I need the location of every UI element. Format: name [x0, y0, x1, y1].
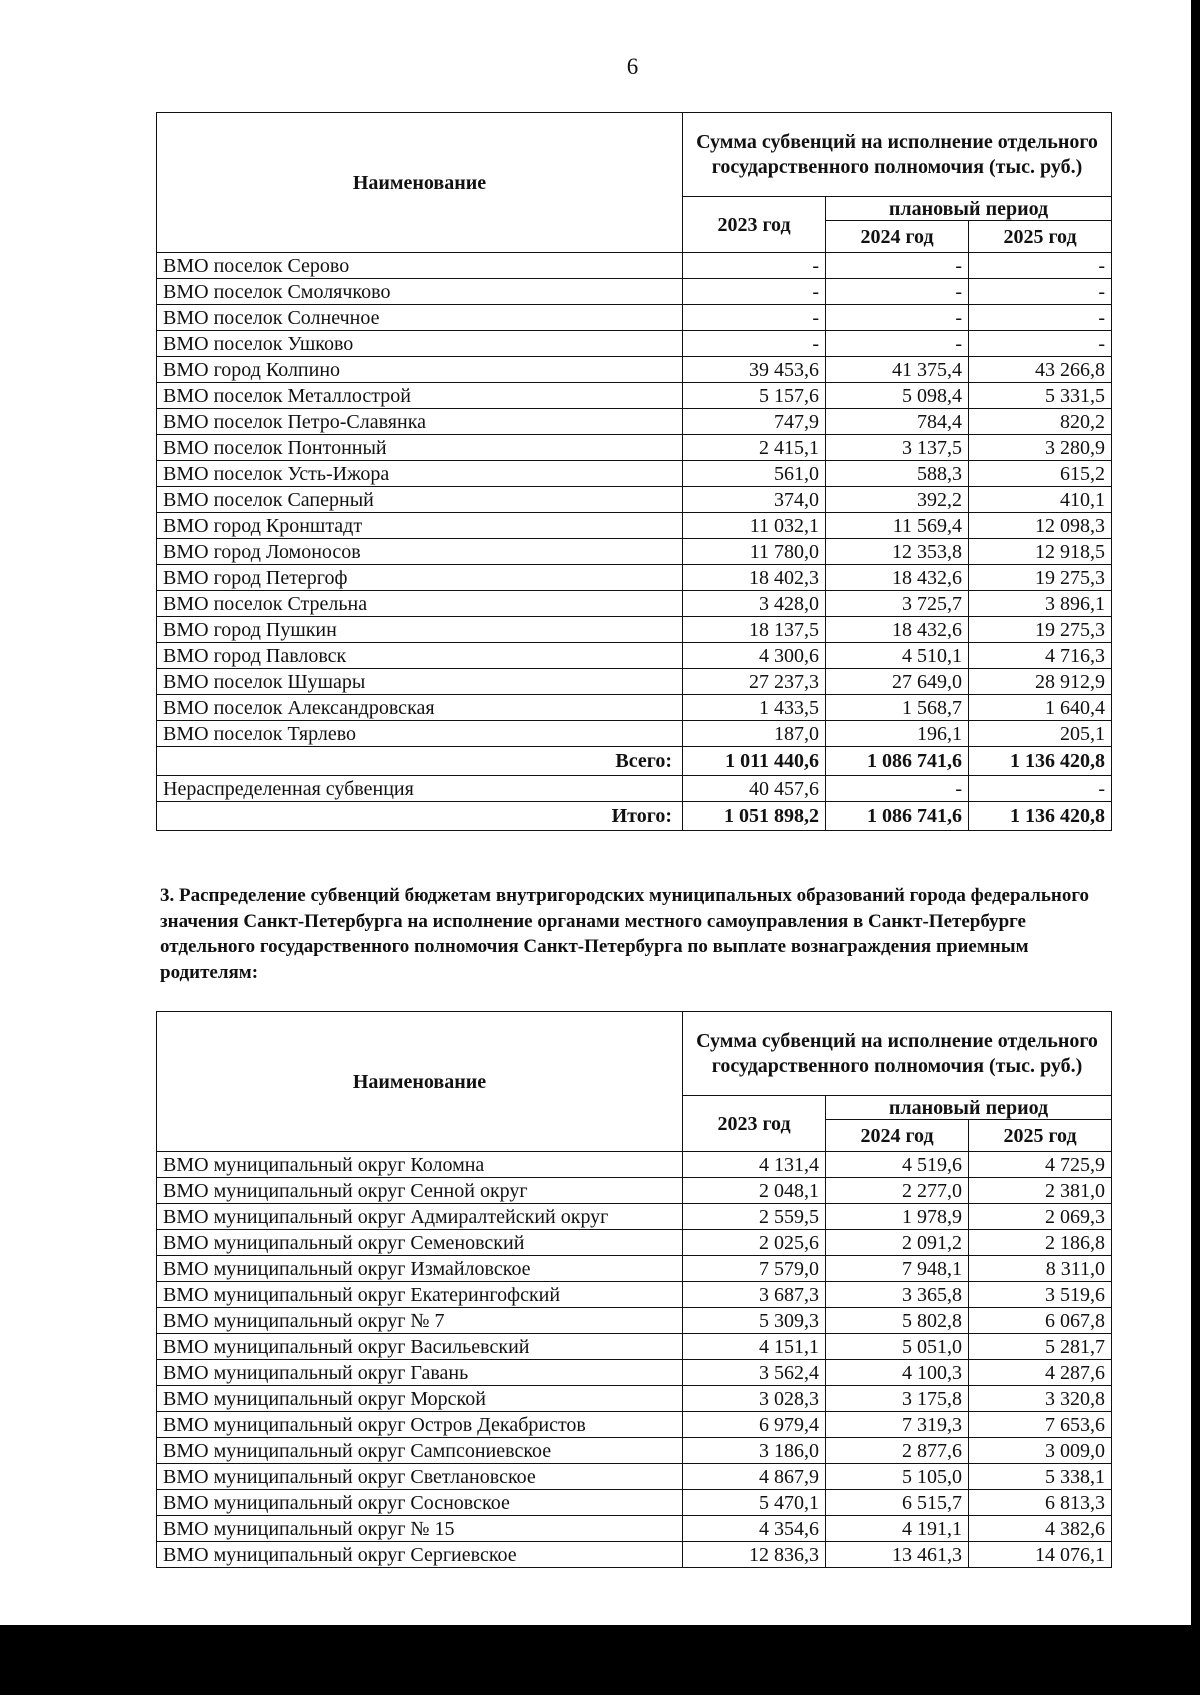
- row-value-2023: 27 237,3: [683, 669, 826, 695]
- row-value-2025: 4 382,6: [969, 1516, 1112, 1542]
- header-year-2025: 2025 год: [969, 1120, 1112, 1152]
- header-planned-period: плановый период: [826, 1096, 1112, 1120]
- table-row: [157, 617, 1112, 643]
- row-value-2024: 784,4: [826, 409, 969, 435]
- row-value-2025: 5 281,7: [969, 1334, 1112, 1360]
- row-name: ВМО поселок Понтонный: [157, 435, 683, 461]
- table-row: [157, 305, 1112, 331]
- table-row: [157, 1152, 1112, 1178]
- header-planned-period: плановый период: [826, 197, 1112, 221]
- total-label: Всего:: [157, 747, 683, 776]
- table-row: [157, 1230, 1112, 1256]
- row-value-2023: 2 559,5: [683, 1204, 826, 1230]
- table-row: [157, 1334, 1112, 1360]
- row-value-2025: 4 716,3: [969, 643, 1112, 669]
- table-row: [157, 539, 1112, 565]
- subsidy-table-2: [156, 1011, 1112, 1568]
- row-value-2025: -: [969, 305, 1112, 331]
- row-value-2024: 4 191,1: [826, 1516, 969, 1542]
- header-year-2023: 2023 год: [683, 1096, 826, 1152]
- row-value-2023: -: [683, 279, 826, 305]
- grand-total-row: [157, 802, 1112, 831]
- row-name: ВМО поселок Смолячково: [157, 279, 683, 305]
- row-value-2024: 588,3: [826, 461, 969, 487]
- row-value-2024: 12 353,8: [826, 539, 969, 565]
- row-name: ВМО поселок Серово: [157, 253, 683, 279]
- table-row: [157, 1204, 1112, 1230]
- row-value-2025: 6 813,3: [969, 1490, 1112, 1516]
- row-value-2024: 11 569,4: [826, 513, 969, 539]
- table-row: [157, 331, 1112, 357]
- table-row: [157, 1308, 1112, 1334]
- row-value-2025: 2 381,0: [969, 1178, 1112, 1204]
- table-row: [157, 1282, 1112, 1308]
- subsidy-table-1: [156, 112, 1112, 831]
- row-name: ВМО поселок Саперный: [157, 487, 683, 513]
- row-name: ВМО муниципальный округ Коломна: [157, 1152, 683, 1178]
- row-name: ВМО муниципальный округ Сенной округ: [157, 1178, 683, 1204]
- row-value-2024: 3 725,7: [826, 591, 969, 617]
- row-name: ВМО город Пушкин: [157, 617, 683, 643]
- row-value-2024: 2 877,6: [826, 1438, 969, 1464]
- row-value-2023: 5 157,6: [683, 383, 826, 409]
- row-name: ВМО муниципальный округ № 15: [157, 1516, 683, 1542]
- section-3-heading: 3. Распределение субвенций бюджетам внутригородских муниципальных образований города федерального значения Санкт-Петербурга на исполнение органами местного самоуправления в Санкт-Петербурге отдельного государственного полномочия Санкт-Петербурга по выплате вознаграждения приемным родителям:: [160, 885, 1090, 983]
- row-value-2023: 18 402,3: [683, 565, 826, 591]
- row-value-2025: 5 338,1: [969, 1464, 1112, 1490]
- row-name: ВМО поселок Тярлево: [157, 721, 683, 747]
- row-value-2025: 615,2: [969, 461, 1112, 487]
- table-row: [157, 487, 1112, 513]
- row-value-2023: 3 562,4: [683, 1360, 826, 1386]
- row-value-2023: 3 687,3: [683, 1282, 826, 1308]
- grand-total-2025: 1 136 420,8: [969, 802, 1112, 831]
- row-value-2025: 28 912,9: [969, 669, 1112, 695]
- row-value-2023: 2 025,6: [683, 1230, 826, 1256]
- row-value-2024: 3 365,8: [826, 1282, 969, 1308]
- row-name: ВМО город Петергоф: [157, 565, 683, 591]
- table-row: [157, 253, 1112, 279]
- row-value-2023: 747,9: [683, 409, 826, 435]
- row-value-2024: 27 649,0: [826, 669, 969, 695]
- row-name: ВМО поселок Солнечное: [157, 305, 683, 331]
- table-row: [157, 643, 1112, 669]
- row-value-2025: 12 918,5: [969, 539, 1112, 565]
- header-year-2024: 2024 год: [826, 221, 969, 253]
- row-name: ВМО муниципальный округ Измайловское: [157, 1256, 683, 1282]
- table-row: [157, 1516, 1112, 1542]
- row-name: ВМО муниципальный округ Сергиевское: [157, 1542, 683, 1568]
- row-value-2023: 12 836,3: [683, 1542, 826, 1568]
- row-name: ВМО город Кронштадт: [157, 513, 683, 539]
- header-sum: Сумма субвенций на исполнение отдельного государственного полномочия (тыс. руб.): [683, 1012, 1112, 1096]
- header-name: Наименование: [157, 113, 683, 253]
- row-value-2023: 374,0: [683, 487, 826, 513]
- table-row: [157, 409, 1112, 435]
- row-value-2024: -: [826, 305, 969, 331]
- table-row: [157, 357, 1112, 383]
- row-value-2023: -: [683, 331, 826, 357]
- row-name: ВМО поселок Шушары: [157, 669, 683, 695]
- row-value-2023: 6 979,4: [683, 1412, 826, 1438]
- table-row: [157, 383, 1112, 409]
- row-value-2024: 4 519,6: [826, 1152, 969, 1178]
- row-name: ВМО город Ломоносов: [157, 539, 683, 565]
- row-name: ВМО муниципальный округ № 7: [157, 1308, 683, 1334]
- row-value-2024: 1 978,9: [826, 1204, 969, 1230]
- unallocated-2024: -: [826, 776, 969, 802]
- row-value-2025: 8 311,0: [969, 1256, 1112, 1282]
- row-value-2025: 4 725,9: [969, 1152, 1112, 1178]
- total-2024: 1 086 741,6: [826, 747, 969, 776]
- row-name: ВМО муниципальный округ Светлановское: [157, 1464, 683, 1490]
- table-row: [157, 695, 1112, 721]
- table-row: [157, 1464, 1112, 1490]
- row-name: ВМО город Колпино: [157, 357, 683, 383]
- row-value-2024: 5 802,8: [826, 1308, 969, 1334]
- row-value-2023: 7 579,0: [683, 1256, 826, 1282]
- row-value-2025: 43 266,8: [969, 357, 1112, 383]
- table-row: [157, 565, 1112, 591]
- row-value-2023: 4 131,4: [683, 1152, 826, 1178]
- row-value-2024: 5 098,4: [826, 383, 969, 409]
- row-value-2024: 18 432,6: [826, 565, 969, 591]
- table-row: [157, 1490, 1112, 1516]
- row-value-2024: 2 091,2: [826, 1230, 969, 1256]
- row-value-2024: 2 277,0: [826, 1178, 969, 1204]
- row-value-2024: 4 100,3: [826, 1360, 969, 1386]
- table-row: [157, 513, 1112, 539]
- table-row: [157, 1412, 1112, 1438]
- row-value-2025: 19 275,3: [969, 617, 1112, 643]
- grand-total-2023: 1 051 898,2: [683, 802, 826, 831]
- row-name: ВМО муниципальный округ Екатерингофский: [157, 1282, 683, 1308]
- row-value-2025: 3 896,1: [969, 591, 1112, 617]
- row-name: ВМО муниципальный округ Сампсониевское: [157, 1438, 683, 1464]
- row-value-2023: 11 032,1: [683, 513, 826, 539]
- row-value-2023: 1 433,5: [683, 695, 826, 721]
- unallocated-row: [157, 776, 1112, 802]
- header-year-2023: 2023 год: [683, 197, 826, 253]
- total-row: [157, 747, 1112, 776]
- scan-edge-right: [1191, 0, 1200, 1695]
- row-value-2024: 41 375,4: [826, 357, 969, 383]
- table-row: [157, 1438, 1112, 1464]
- row-value-2025: 2 069,3: [969, 1204, 1112, 1230]
- table-row: [157, 591, 1112, 617]
- total-2025: 1 136 420,8: [969, 747, 1112, 776]
- row-value-2023: 3 028,3: [683, 1386, 826, 1412]
- row-value-2023: 4 151,1: [683, 1334, 826, 1360]
- row-value-2023: 3 428,0: [683, 591, 826, 617]
- table-row: [157, 1256, 1112, 1282]
- row-value-2024: 5 051,0: [826, 1334, 969, 1360]
- header-sum: Сумма субвенций на исполнение отдельного государственного полномочия (тыс. руб.): [683, 113, 1112, 197]
- table-row: [157, 721, 1112, 747]
- table-row: [157, 669, 1112, 695]
- row-name: ВМО поселок Усть-Ижора: [157, 461, 683, 487]
- row-name: ВМО поселок Александровская: [157, 695, 683, 721]
- row-value-2024: 3 175,8: [826, 1386, 969, 1412]
- row-value-2024: 7 319,3: [826, 1412, 969, 1438]
- row-value-2025: -: [969, 253, 1112, 279]
- row-value-2024: 18 432,6: [826, 617, 969, 643]
- row-name: ВМО поселок Петро-Славянка: [157, 409, 683, 435]
- unallocated-2023: 40 457,6: [683, 776, 826, 802]
- row-name: ВМО муниципальный округ Гавань: [157, 1360, 683, 1386]
- unallocated-2025: -: [969, 776, 1112, 802]
- row-value-2023: 5 470,1: [683, 1490, 826, 1516]
- row-value-2023: 187,0: [683, 721, 826, 747]
- grand-total-2024: 1 086 741,6: [826, 802, 969, 831]
- scan-edge-bottom: [0, 1625, 1200, 1695]
- row-value-2024: 7 948,1: [826, 1256, 969, 1282]
- row-value-2025: 19 275,3: [969, 565, 1112, 591]
- row-value-2025: 3 320,8: [969, 1386, 1112, 1412]
- row-value-2023: 39 453,6: [683, 357, 826, 383]
- row-value-2024: 3 137,5: [826, 435, 969, 461]
- row-value-2023: 4 300,6: [683, 643, 826, 669]
- row-value-2024: -: [826, 253, 969, 279]
- row-value-2024: 1 568,7: [826, 695, 969, 721]
- row-value-2023: -: [683, 305, 826, 331]
- row-value-2024: 4 510,1: [826, 643, 969, 669]
- row-value-2025: 6 067,8: [969, 1308, 1112, 1334]
- row-value-2023: -: [683, 253, 826, 279]
- row-value-2023: 18 137,5: [683, 617, 826, 643]
- header-year-2025: 2025 год: [969, 221, 1112, 253]
- row-value-2025: 7 653,6: [969, 1412, 1112, 1438]
- row-value-2023: 11 780,0: [683, 539, 826, 565]
- table-row: [157, 435, 1112, 461]
- row-value-2025: 5 331,5: [969, 383, 1112, 409]
- row-value-2023: 2 048,1: [683, 1178, 826, 1204]
- row-value-2025: -: [969, 331, 1112, 357]
- table-row: [157, 1386, 1112, 1412]
- grand-total-label: Итого:: [157, 802, 683, 831]
- row-value-2025: 820,2: [969, 409, 1112, 435]
- table-row: [157, 1178, 1112, 1204]
- total-2023: 1 011 440,6: [683, 747, 826, 776]
- row-value-2025: 3 009,0: [969, 1438, 1112, 1464]
- row-value-2025: 3 280,9: [969, 435, 1112, 461]
- row-value-2025: 3 519,6: [969, 1282, 1112, 1308]
- row-value-2024: -: [826, 331, 969, 357]
- row-name: ВМО муниципальный округ Адмиралтейский округ: [157, 1204, 683, 1230]
- row-value-2023: 5 309,3: [683, 1308, 826, 1334]
- row-value-2024: -: [826, 279, 969, 305]
- row-value-2025: 205,1: [969, 721, 1112, 747]
- row-value-2024: 6 515,7: [826, 1490, 969, 1516]
- row-value-2024: 5 105,0: [826, 1464, 969, 1490]
- row-name: ВМО поселок Стрельна: [157, 591, 683, 617]
- row-name: ВМО поселок Ушково: [157, 331, 683, 357]
- row-name: ВМО муниципальный округ Семеновский: [157, 1230, 683, 1256]
- row-name: ВМО муниципальный округ Остров Декабристов: [157, 1412, 683, 1438]
- table-row: [157, 1360, 1112, 1386]
- row-value-2023: 2 415,1: [683, 435, 826, 461]
- row-value-2025: 410,1: [969, 487, 1112, 513]
- table-row: [157, 279, 1112, 305]
- row-value-2024: 13 461,3: [826, 1542, 969, 1568]
- row-name: ВМО поселок Металлострой: [157, 383, 683, 409]
- row-name: ВМО муниципальный округ Морской: [157, 1386, 683, 1412]
- row-value-2025: 4 287,6: [969, 1360, 1112, 1386]
- row-name: ВМО муниципальный округ Сосновское: [157, 1490, 683, 1516]
- row-value-2023: 3 186,0: [683, 1438, 826, 1464]
- row-value-2025: 1 640,4: [969, 695, 1112, 721]
- row-value-2025: 2 186,8: [969, 1230, 1112, 1256]
- row-value-2025: -: [969, 279, 1112, 305]
- page-number: 6: [626, 54, 639, 79]
- row-name: ВМО город Павловск: [157, 643, 683, 669]
- row-value-2024: 196,1: [826, 721, 969, 747]
- row-value-2025: 12 098,3: [969, 513, 1112, 539]
- row-value-2023: 4 354,6: [683, 1516, 826, 1542]
- header-year-2024: 2024 год: [826, 1120, 969, 1152]
- row-value-2025: 14 076,1: [969, 1542, 1112, 1568]
- row-value-2023: 561,0: [683, 461, 826, 487]
- row-name: ВМО муниципальный округ Васильевский: [157, 1334, 683, 1360]
- row-value-2023: 4 867,9: [683, 1464, 826, 1490]
- unallocated-name: Нераспределенная субвенция: [157, 776, 683, 802]
- header-name: Наименование: [157, 1012, 683, 1152]
- table-row: [157, 461, 1112, 487]
- row-value-2024: 392,2: [826, 487, 969, 513]
- table-row: [157, 1542, 1112, 1568]
